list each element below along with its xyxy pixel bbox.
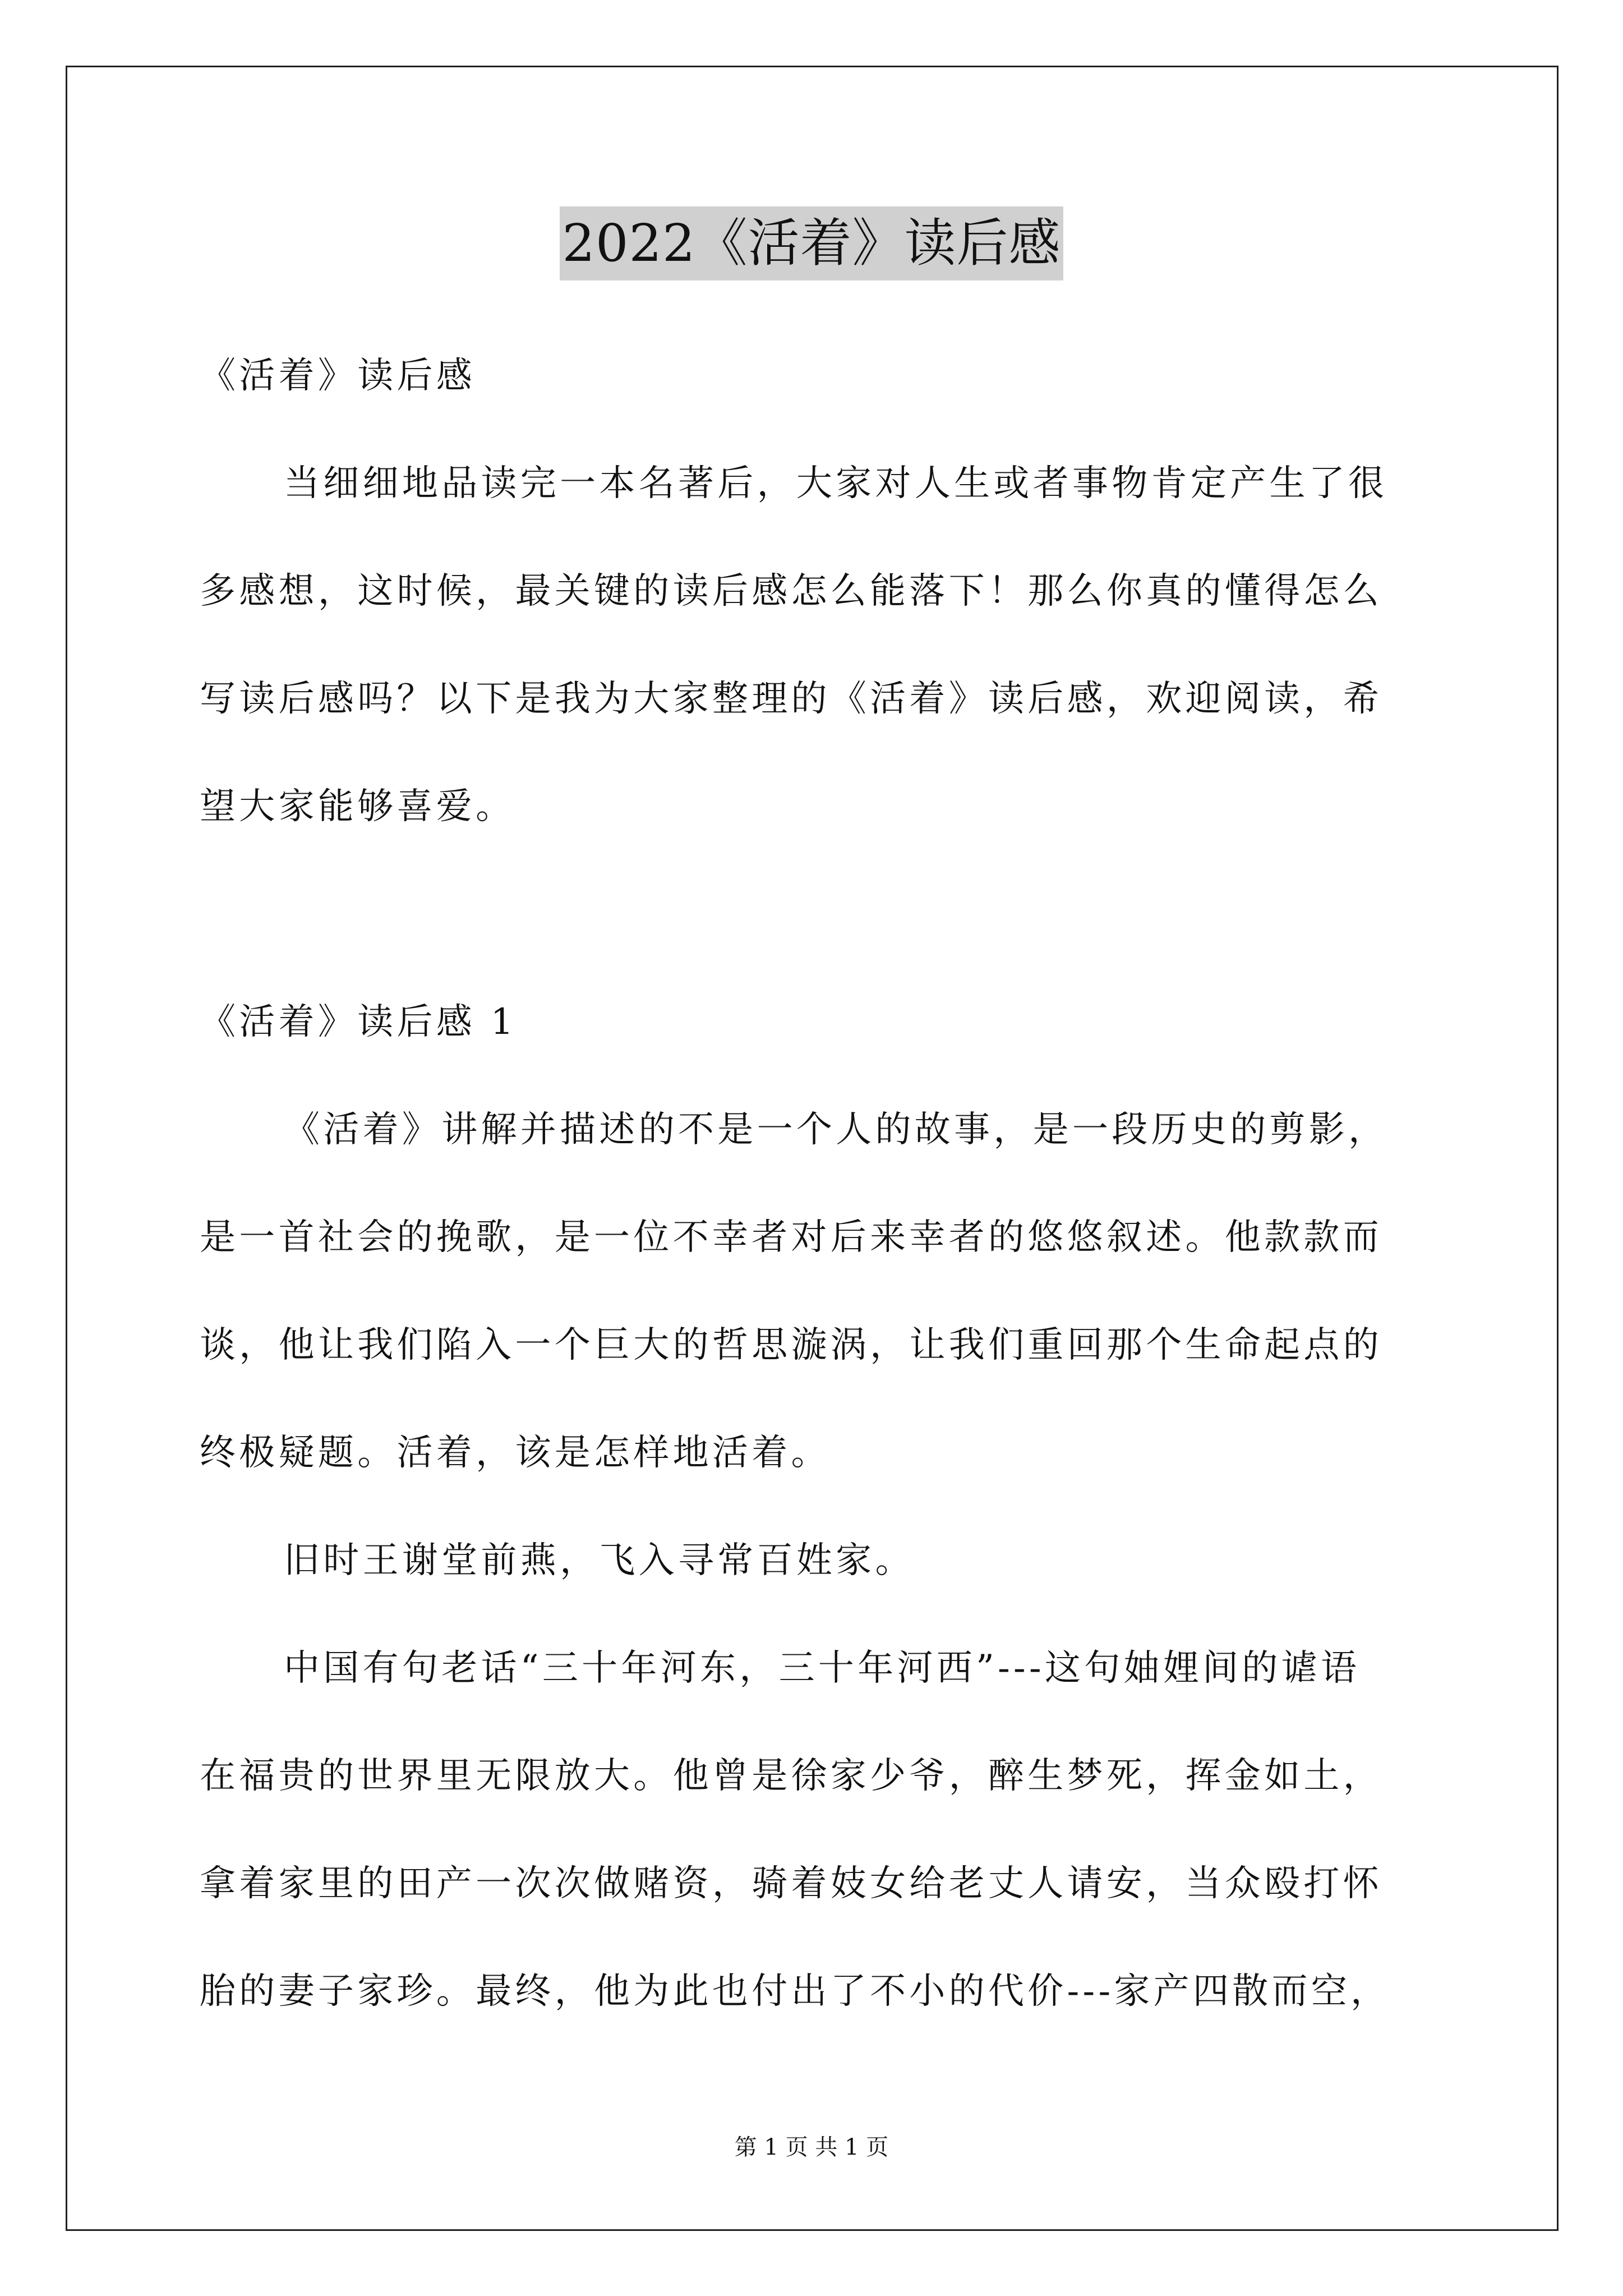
paragraph-line: 是一首社会的挽歌，是一位不幸者对后来幸者的悠悠叙述。他款款而 <box>200 1217 1382 1258</box>
intro-line: 写读后感吗？以下是我为大家整理的《活着》读后感，欢迎阅读，希 <box>200 678 1382 720</box>
intro-line: 望大家能够喜爱。 <box>200 786 515 827</box>
paragraph-line: 《活着》讲解并描述的不是一个人的故事，是一段历史的剪影， <box>284 1109 1388 1151</box>
title-wrap <box>0 206 1623 280</box>
paragraph-line: 胎的妻子家珍。最终，他为此也付出了不小的代价---家产四散而空， <box>200 1971 1390 2012</box>
paragraph-line: 中国有句老话“三十年河东，三十年河西”---这句妯娌间的谑语 <box>284 1648 1361 1689</box>
paragraph-line: 拿着家里的田产一次次做赌资，骑着妓女给老丈人请安，当众殴打怀 <box>200 1863 1382 1904</box>
document-title: 2022《活着》读后感 <box>560 206 1063 280</box>
intro-line: 当细细地品读完一本名著后，大家对人生或者事物肯定产生了很 <box>284 463 1388 504</box>
section-heading: 《活着》读后感 1 <box>200 1001 517 1043</box>
paragraph-line: 谈，他让我们陷入一个巨大的哲思漩涡，让我们重回那个生命起点的 <box>200 1324 1382 1366</box>
paragraph-line: 旧时王谢堂前燕，飞入寻常百姓家。 <box>284 1540 915 1581</box>
section-heading: 《活着》读后感 <box>200 355 476 397</box>
paragraph-line: 终极疑题。活着，该是怎样地活着。 <box>200 1432 831 1474</box>
paragraph-line: 在福贵的世界里无限放大。他曾是徐家少爷，醉生梦死，挥金如土， <box>200 1755 1382 1797</box>
intro-line: 多感想，这时候，最关键的读后感怎么能落下！那么你真的懂得怎么 <box>200 570 1382 612</box>
page-number-footer: 第 1 页 共 1 页 <box>734 2134 889 2160</box>
